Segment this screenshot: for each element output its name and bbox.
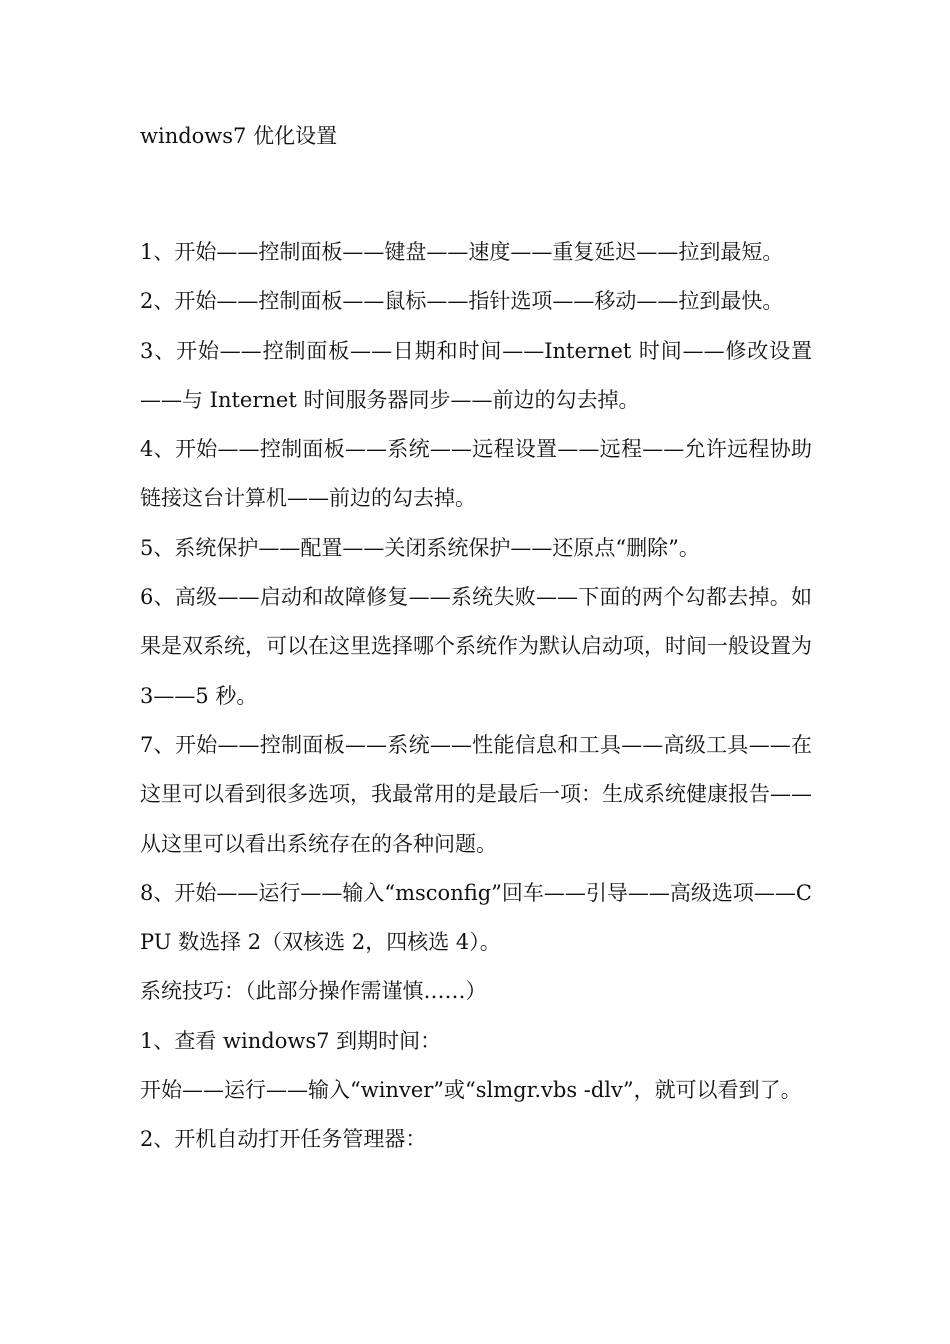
paragraph-expiry-heading: 1、查看 windows7 到期时间： [140,1028,442,1053]
paragraph-msconfig-cpu: 8、开始——运行——输入“msconfig”回车——引导——高级选项——CPU 数选择 2（双核选 2，四核选 4）。 [140,880,812,955]
document-body [140,120,812,1165]
title-spacer [140,152,812,228]
paragraph-startup-recovery: 6、高级——启动和故障修复——系统失败——下面的两个勾都去掉。如果是双系统，可以在这里选择哪个系统作为默认启动项，时间一般设置为 3——5 秒。 [140,585,812,708]
paragraph-mouse-pointer: 2、开始——控制面板——鼠标——指针选项——移动——拉到最快。 [140,289,784,314]
document-title: windows7 优化设置 [140,124,338,148]
paragraph-system-tips-heading: 系统技巧：（此部分操作需谨慎……） [140,979,487,1004]
paragraph-internet-time: 3、开始——控制面板——日期和时间——Internet 时间——修改设置——与 Internet 时间服务器同步——前边的勾去掉。 [140,338,812,412]
paragraph-remote-assistance: 4、开始——控制面板——系统——远程设置——远程——允许远程协助链接这台计算机——前边的勾去掉。 [140,437,812,511]
paragraph-expiry-steps: 开始——运行——输入“winver”或“slmgr.vbs -dlv”，就可以看到了。 [140,1078,802,1103]
paragraph-performance-tools: 7、开始——控制面板——系统——性能信息和工具——高级工具——在这里可以看到很多选项，我最常用的是最后一项：生成系统健康报告——从这里可以看出系统存在的各种问题。 [140,732,812,856]
paragraph-task-manager-heading: 2、开机自动打开任务管理器： [140,1127,427,1152]
paragraph-keyboard-speed: 1、开始——控制面板——键盘——速度——重复延迟——拉到最短。 [140,240,784,264]
paragraph-system-protection: 5、系统保护——配置——关闭系统保护——还原点“删除”。 [140,535,700,560]
